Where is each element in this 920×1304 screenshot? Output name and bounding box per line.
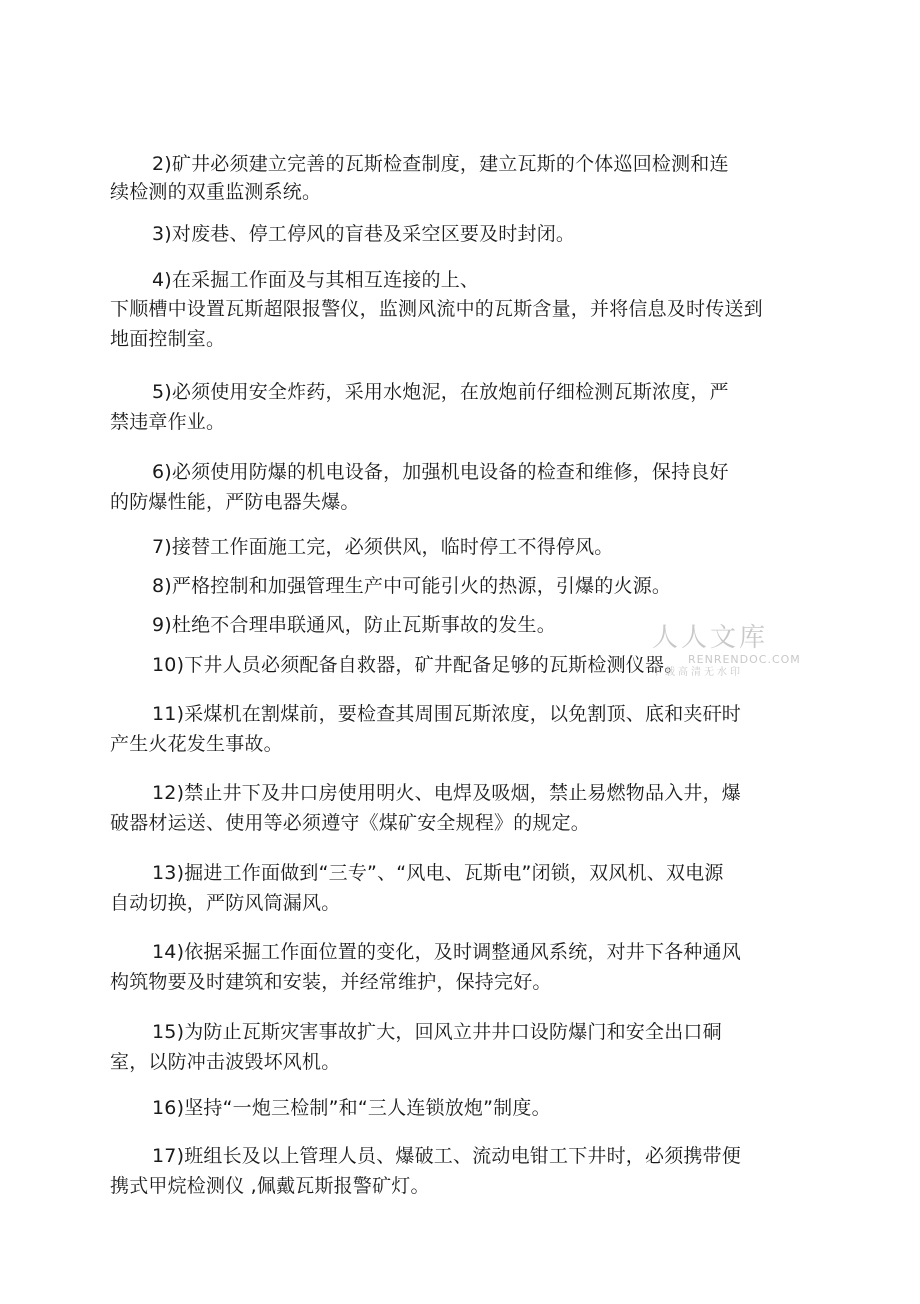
text-line-item-16: 16)坚持“一炮三检制”和“三人连锁放炮”制度。 xyxy=(152,1097,551,1119)
text-line-item-15b: 室，以防冲击波毁坏风机。 xyxy=(110,1051,341,1073)
text-line-item-6a: 6)必须使用防爆的机电设备，加强机电设备的检查和维修，保持良好 xyxy=(152,461,729,483)
text-line-item-12b: 破器材运送、使用等必须遵守《煤矿安全规程》的规定。 xyxy=(110,812,591,834)
text-line-item-13a: 13)掘进工作面做到“三专”、“风电、瓦斯电”闭锁，双风机、双电源 xyxy=(152,862,724,884)
text-line-item-17a: 17)班组长及以上管理人员、爆破工、流动电钳工下井时，必须携带便 xyxy=(152,1145,741,1167)
watermark-slogan: 下载高清无水印 xyxy=(652,667,743,678)
text-line-item-11a: 11)采煤机在割煤前，要检查其周围瓦斯浓度，以免割顶、底和夹矸时 xyxy=(152,703,741,725)
text-line-item-9: 9)杜绝不合理串联通风，防止瓦斯事故的发生。 xyxy=(152,614,556,636)
text-line-item-8: 8)严格控制和加强管理生产中可能引火的热源，引爆的火源。 xyxy=(152,575,672,597)
text-line-item-5b: 禁违章作业。 xyxy=(110,411,226,433)
text-line-item-17b: 携式甲烷检测仪 ,佩戴瓦斯报警矿灯。 xyxy=(110,1175,430,1197)
text-line-item-10: 10)下井人员必须配备自救器，矿井配备足够的瓦斯检测仪器。 xyxy=(152,654,684,676)
watermark-domain: RENRENDOC.COM xyxy=(688,653,801,666)
text-line-item-14a: 14)依据采掘工作面位置的变化，及时调整通风系统，对井下各种通风 xyxy=(152,941,741,963)
watermark-title: 人人文库 xyxy=(652,623,769,653)
text-line-item-5a: 5)必须使用安全炸药，采用水炮泥，在放炮前仔细检测瓦斯浓度，严 xyxy=(152,381,729,403)
text-line-item-4b: 下顺槽中设置瓦斯超限报警仪，监测风流中的瓦斯含量，并将信息及时传送到 xyxy=(110,298,763,320)
text-line-item-14b: 构筑物要及时建筑和安装，并经常维护，保持完好。 xyxy=(110,971,552,993)
text-line-item-2a: 2)矿井必须建立完善的瓦斯检查制度，建立瓦斯的个体巡回检测和连 xyxy=(152,153,729,175)
text-line-item-12a: 12)禁止井下及井口房使用明火、电焊及吸烟，禁止易燃物品入井，爆 xyxy=(152,782,741,804)
text-line-item-15a: 15)为防止瓦斯灾害事故扩大，回风立井井口设防爆门和安全出口硐 xyxy=(152,1021,722,1043)
text-line-item-2b: 续检测的双重监测系统。 xyxy=(110,181,322,203)
text-line-item-4a: 4)在采掘工作面及与其相互连接的上、 xyxy=(152,269,480,291)
text-line-item-7: 7)接替工作面施工完，必须供风，临时停工不得停风。 xyxy=(152,536,614,558)
text-line-item-11b: 产生火花发生事故。 xyxy=(110,733,283,755)
text-line-item-3: 3)对废巷、停工停风的盲巷及采空区要及时封闭。 xyxy=(152,223,576,245)
text-line-item-6b: 的防爆性能，严防电器失爆。 xyxy=(110,491,360,513)
text-line-item-13b: 自动切换，严防风筒漏风。 xyxy=(110,892,341,914)
text-line-item-4c: 地面控制室。 xyxy=(110,328,226,350)
watermark-logo xyxy=(648,622,801,686)
